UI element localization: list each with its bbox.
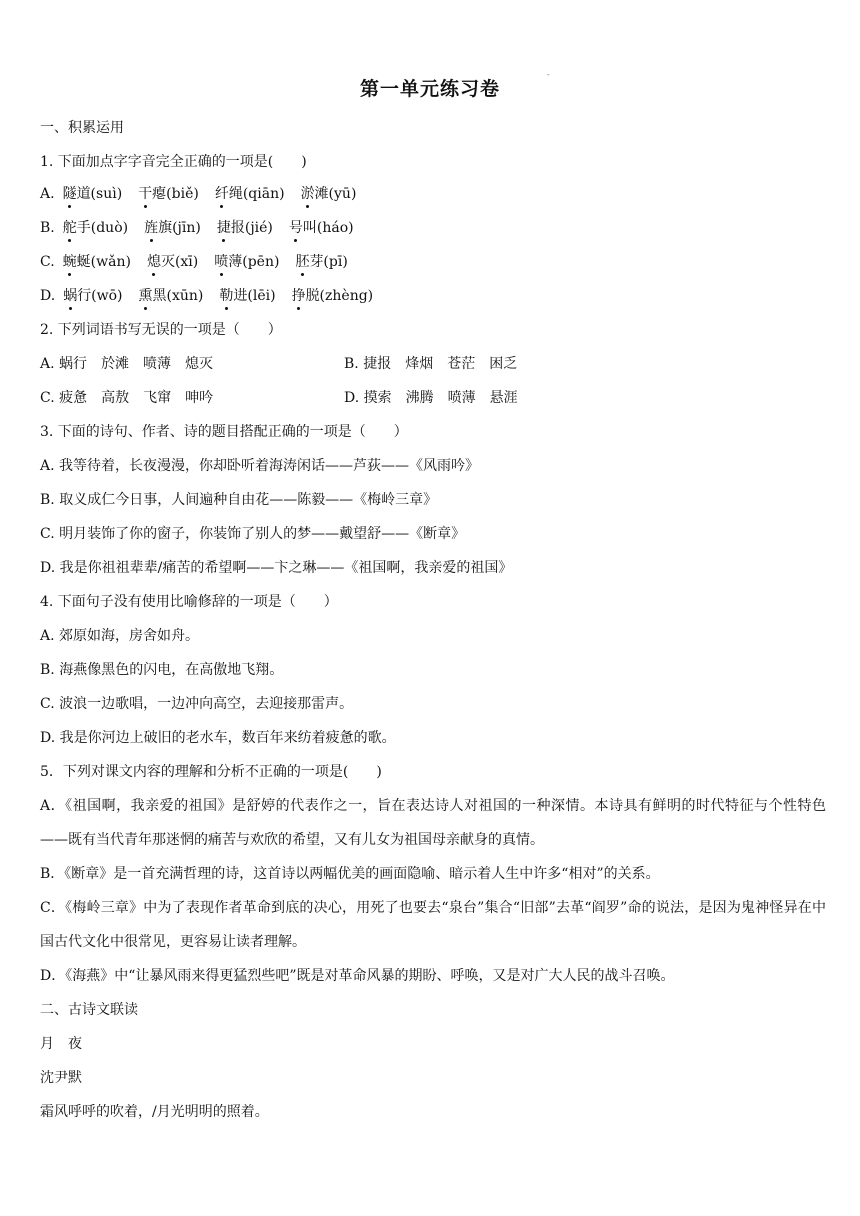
- word-rest: 进(lēi): [233, 288, 276, 304]
- q3-option-b: B. 取义成仁今日事，人间遍种自由花——陈毅——《梅岭三章》: [40, 492, 438, 508]
- q4-stem: 4. 下面句子没有使用比喻修辞的一项是（ ）: [40, 594, 338, 610]
- q3-option-d: D. 我是你祖祖辈辈/痛苦的希望啊——卞之琳——《祖国啊，我亲爱的祖国》: [40, 560, 513, 576]
- pinyin-item: [147, 252, 198, 272]
- q1-option-c: [40, 252, 364, 272]
- pinyin-item: [63, 252, 131, 272]
- pinyin-item: [219, 286, 275, 306]
- dotted-char: 舵: [62, 220, 77, 236]
- pinyin-item: [217, 218, 273, 238]
- dotted-char: 淤: [300, 186, 315, 202]
- option-letter: B.: [40, 220, 55, 236]
- q3-stem: 3. 下面的诗句、作者、诗的题目搭配正确的一项是（ ）: [40, 424, 408, 440]
- word-rest: 滩(yū): [314, 186, 357, 202]
- dotted-char: 旌: [144, 220, 159, 236]
- q1-stem: 1. 下面加点字字音完全正确的一项是( ): [40, 154, 307, 170]
- q4-option-a: A. 郊原如海，房舍如舟。: [40, 628, 200, 644]
- dotted-char: 熏: [138, 288, 153, 304]
- pinyin-item: [292, 286, 374, 306]
- q2-row-2: [40, 388, 820, 408]
- pinyin-item: [63, 184, 123, 204]
- option-letter: A.: [40, 186, 55, 202]
- dotted-char: 蜗: [63, 288, 78, 304]
- q2-row-1: [40, 354, 820, 374]
- poem-title: 月 夜: [40, 1036, 82, 1052]
- q5-option-b: B．《断章》是一首充满哲理的诗，这首诗以两幅优美的画面隐喻、暗示着人生中许多“相对”的关系。: [40, 866, 660, 882]
- pinyin-item: [295, 252, 347, 272]
- word-rest: 报(jié): [230, 220, 273, 236]
- option-letter: D.: [40, 288, 56, 304]
- q4-option-d: D. 我是你河边上破旧的老水车，数百年来纺着疲惫的歌。: [40, 730, 396, 746]
- q1-option-b: [40, 218, 370, 238]
- pinyin-item: [301, 184, 357, 204]
- pinyin-item: [214, 252, 279, 272]
- dotted-char: 捷: [216, 220, 231, 236]
- dotted-char: 喷: [214, 254, 229, 270]
- q5-option-a: A．《祖国啊，我亲爱的祖国》是舒婷的代表作之一，旨在表达诗人对祖国的一种深情。本诗具有鲜明的时代特征与个性特色——既有当代青年那迷惘的痛苦与欢欣的希望，又有儿女为祖国母亲献身的真情。: [40, 798, 826, 848]
- dotted-char: 勒: [219, 288, 234, 304]
- pinyin-item: [63, 286, 122, 306]
- pinyin-item: [63, 218, 128, 238]
- pinyin-item: [144, 218, 201, 238]
- word-rest: 旗(jīn): [158, 220, 201, 236]
- q2-stem: 2. 下列词语书写无误的一项是（ ）: [40, 322, 282, 338]
- dotted-char: 号: [288, 220, 303, 236]
- word-rest: 芽(pī): [309, 254, 348, 270]
- q5-option-d: D．《海燕》中“让暴风雨来得更猛烈些吧”既是对革命风暴的期盼、呼唤，又是对广大人民的战斗召唤。: [40, 968, 675, 984]
- word-rest: 叫(háo): [302, 220, 354, 236]
- dotted-char: 挣: [291, 288, 306, 304]
- q4-option-c: C. 波浪一边歌唱，一边冲向高空，去迎接那雷声。: [40, 696, 354, 712]
- word-rest: 绳(qiān): [228, 186, 285, 202]
- pinyin-item: [138, 184, 199, 204]
- dotted-char: 隧: [62, 186, 77, 202]
- pinyin-item: [289, 218, 354, 238]
- word-rest: 脱(zhèng): [305, 288, 374, 304]
- word-rest: 灭(xī): [160, 254, 199, 270]
- word-rest: 瘪(biě): [152, 186, 199, 202]
- q1-option-a: [40, 184, 372, 204]
- q2-option-d: D. 摸索 沸腾 喷薄 悬涯: [344, 390, 518, 406]
- q5-stem: 5．下列对课文内容的理解和分析不正确的一项是( ): [40, 764, 382, 780]
- q5-option-c: C．《梅岭三章》中为了表现作者革命到底的决心，用死了也要去“泉台”集合“旧部”去革“阎罗”命的说法，是因为鬼神怪异在中国古代文化中很常见，更容易让读者理解。: [40, 900, 826, 950]
- dotted-char: 熄: [146, 254, 161, 270]
- q4-option-b: B. 海燕像黑色的闪电，在高傲地飞翔。: [40, 662, 284, 678]
- word-rest: 黑(xūn): [152, 288, 204, 304]
- word-rest: 行(wō): [77, 288, 123, 304]
- q2-option-a: A. 蜗行 於滩 喷薄 熄灭: [40, 356, 214, 372]
- word-rest: 手(duò): [76, 220, 129, 236]
- dotted-char: 胚: [295, 254, 310, 270]
- dotted-char: 干: [138, 186, 153, 202]
- pinyin-item: [139, 286, 204, 306]
- page-title: 第一单元练习卷: [359, 78, 500, 100]
- word-rest: 薄(pēn): [228, 254, 280, 270]
- word-rest: 蜒(wǎn): [76, 254, 131, 270]
- dotted-char: 纤: [214, 186, 229, 202]
- q2-option-b: B. 捷报 烽烟 苍茫 困乏: [344, 356, 518, 372]
- dotted-char: 蜿: [62, 254, 77, 270]
- q1-option-d: [40, 286, 389, 306]
- top-mark: -: [547, 70, 550, 79]
- q3-option-a: A. 我等待着，长夜漫漫，你却卧听着海涛闲话——芦荻——《风雨吟》: [40, 458, 480, 474]
- pinyin-item: [215, 184, 285, 204]
- q2-option-c: C. 疲惫 高敖 飞窜 呻吟: [40, 390, 214, 406]
- poem-author: 沈尹默: [40, 1070, 82, 1086]
- section-heading-2: 二、古诗文联读: [40, 1002, 138, 1018]
- q3-option-c: C. 明月装饰了你的窗子，你装饰了别人的梦——戴望舒——《断章》: [40, 526, 466, 542]
- section-heading-1: 一、积累运用: [40, 120, 124, 136]
- option-letter: C.: [40, 254, 55, 270]
- word-rest: 道(suì): [76, 186, 123, 202]
- poem-line-1: 霜风呼呼的吹着，/月光明明的照着。: [40, 1104, 269, 1120]
